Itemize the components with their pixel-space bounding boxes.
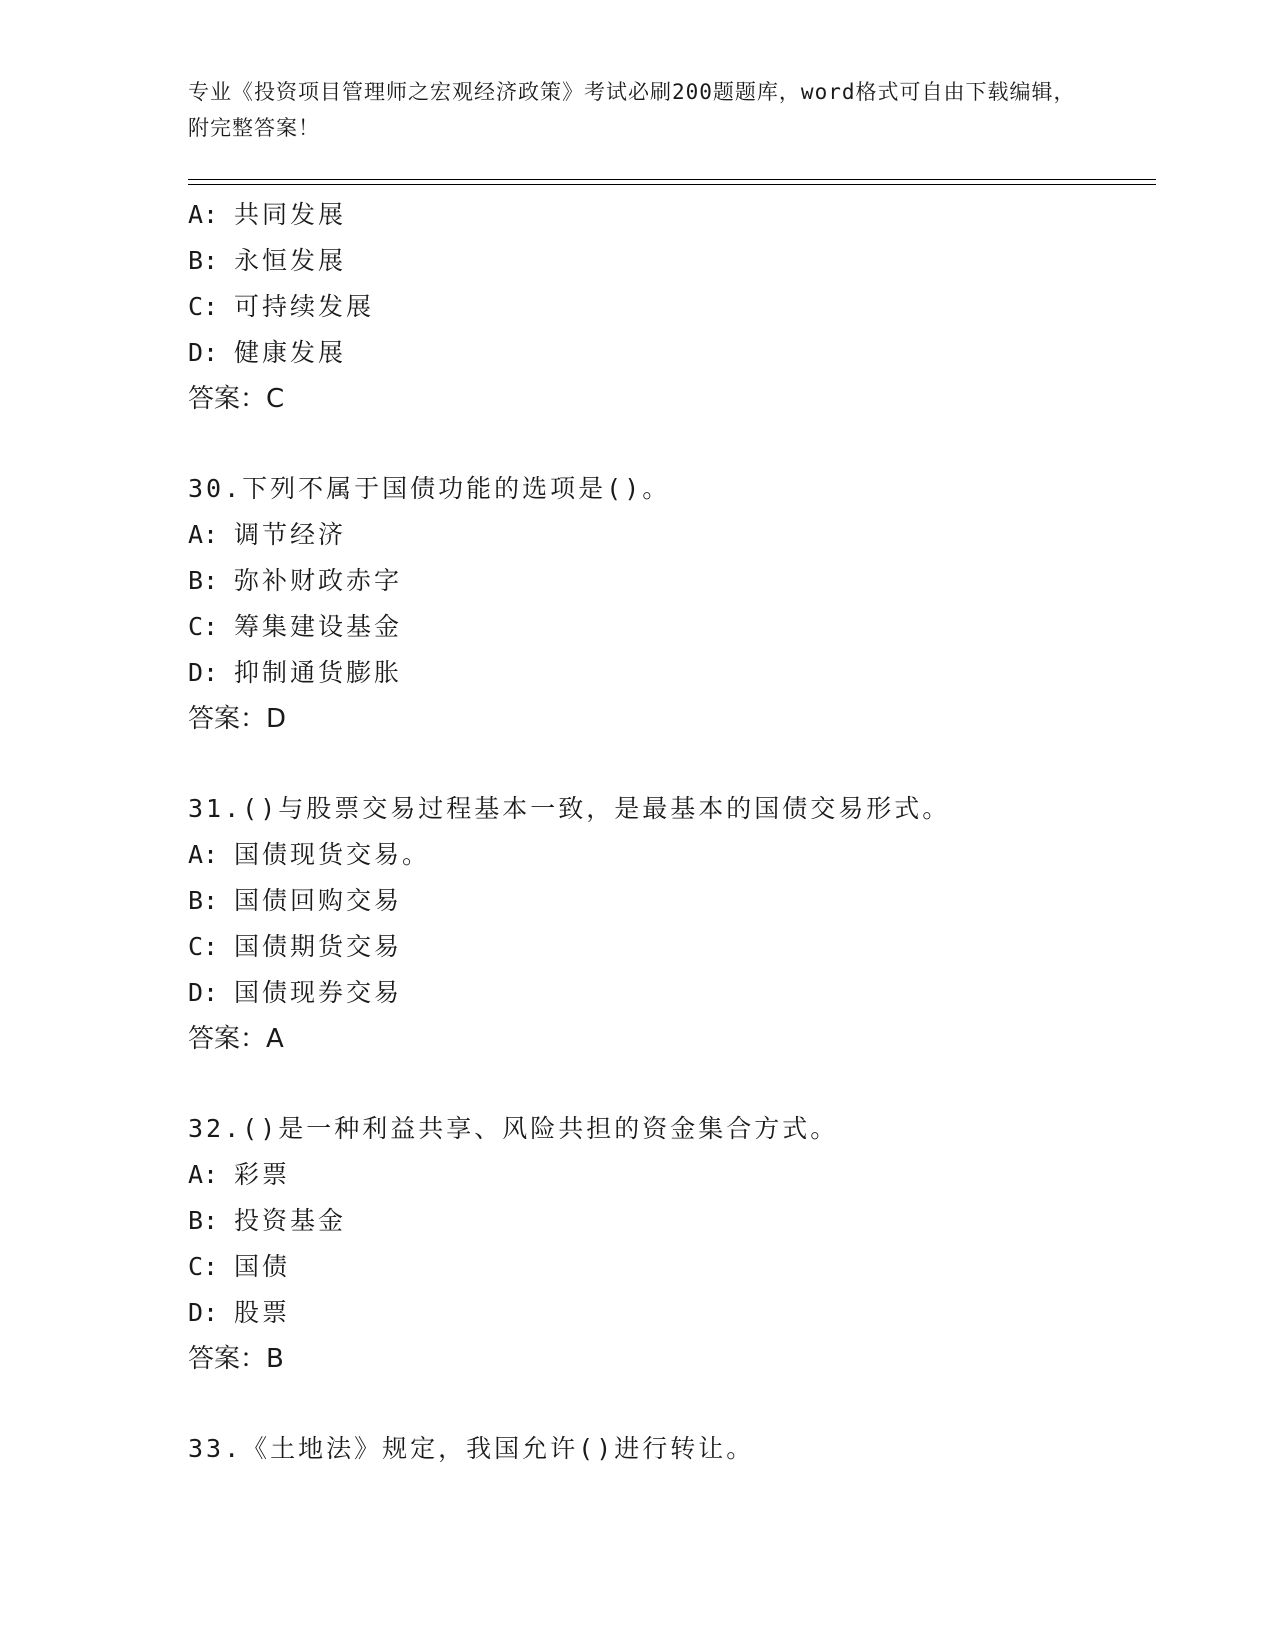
option-row (188, 924, 1148, 970)
answer-text: 答案：D (188, 704, 287, 734)
option-letter: A: (188, 840, 219, 869)
option-letter: B: (188, 1206, 219, 1235)
option-letter: B: (188, 566, 219, 595)
header-divider-bottom (188, 184, 1156, 185)
option-text: 健康发展 (234, 338, 347, 367)
question-block (188, 192, 1148, 466)
option-letter: C: (188, 292, 219, 321)
option-text: 投资基金 (234, 1206, 347, 1235)
block-spacer (188, 742, 1148, 786)
option-letter: C: (188, 612, 219, 641)
option-text: 国债现货交易。 (234, 840, 431, 869)
option-row (188, 832, 1148, 878)
option-row (188, 604, 1148, 650)
option-row (188, 192, 1148, 238)
question-text: 32.()是一种利益共享、风险共担的资金集合方式。 (188, 1114, 839, 1143)
option-letter: C: (188, 1252, 219, 1281)
option-letter: B: (188, 886, 219, 915)
option-letter: D: (188, 1298, 219, 1327)
option-letter: D: (188, 338, 219, 367)
option-text: 彩票 (234, 1160, 291, 1189)
option-text: 弥补财政赤字 (234, 566, 403, 595)
option-letter: A: (188, 1160, 219, 1189)
option-row (188, 1290, 1148, 1336)
question-list (188, 192, 1148, 1472)
answer-text: 答案：B (188, 1344, 284, 1374)
option-text: 筹集建设基金 (234, 612, 403, 641)
option-row (188, 330, 1148, 376)
option-row (188, 512, 1148, 558)
option-text: 国债现券交易 (234, 978, 403, 1007)
option-text: 抑制通货膨胀 (234, 658, 403, 687)
option-row (188, 650, 1148, 696)
question-text: 31.()与股票交易过程基本一致，是最基本的国债交易形式。 (188, 794, 951, 823)
option-row (188, 878, 1148, 924)
block-spacer (188, 1382, 1148, 1426)
option-letter: B: (188, 246, 219, 275)
option-row (188, 970, 1148, 1016)
question-text: 30.下列不属于国债功能的选项是()。 (188, 474, 671, 503)
block-spacer (188, 1062, 1148, 1106)
option-row (188, 1152, 1148, 1198)
answer-text: 答案：A (188, 1024, 284, 1054)
question-block (188, 1426, 1148, 1472)
option-letter: D: (188, 978, 219, 1007)
option-text: 国债 (234, 1252, 291, 1281)
answer-text: 答案：C (188, 384, 285, 414)
option-row (188, 558, 1148, 604)
question-block (188, 1106, 1148, 1426)
header-divider-top (188, 179, 1156, 180)
block-spacer (188, 422, 1148, 466)
option-text: 股票 (234, 1298, 291, 1327)
option-text: 永恒发展 (234, 246, 347, 275)
option-row (188, 284, 1148, 330)
option-letter: A: (188, 520, 219, 549)
option-text: 国债回购交易 (234, 886, 403, 915)
option-letter: C: (188, 932, 219, 961)
option-letter: D: (188, 658, 219, 687)
option-row (188, 1198, 1148, 1244)
document-header: 专业《投资项目管理师之宏观经济政策》考试必刷200题题库，word格式可自由下载编辑，附完整答案！ (188, 80, 1076, 140)
option-text: 调节经济 (234, 520, 347, 549)
question-block (188, 786, 1148, 1106)
option-text: 可持续发展 (234, 292, 375, 321)
option-row (188, 238, 1148, 284)
option-text: 共同发展 (234, 200, 347, 229)
question-text: 33.《土地法》规定，我国允许()进行转让。 (188, 1434, 755, 1463)
option-row (188, 1244, 1148, 1290)
question-block (188, 466, 1148, 786)
option-text: 国债期货交易 (234, 932, 403, 961)
option-letter: A: (188, 200, 219, 229)
